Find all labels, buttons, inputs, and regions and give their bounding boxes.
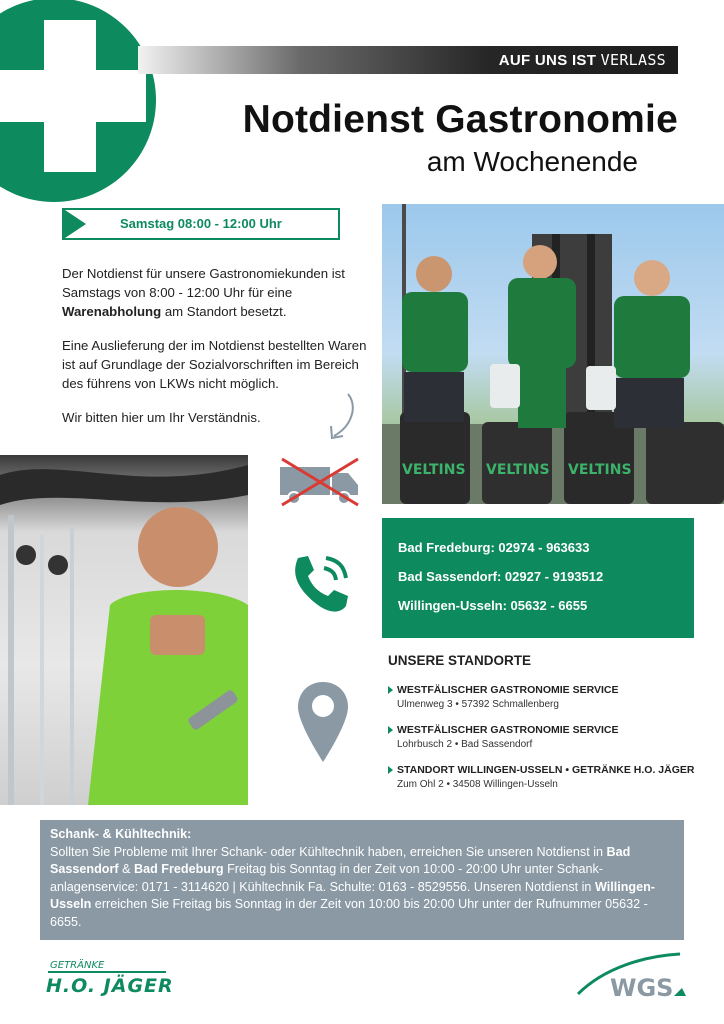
phone-number[interactable]: Willingen-Usseln: 05632 - 6655 — [398, 598, 588, 613]
triangle-bullet-icon — [388, 686, 393, 694]
page-title: Notdienst Gastronomie — [242, 98, 678, 141]
keg-label: VELTINS — [568, 462, 632, 478]
phone-number[interactable]: Bad Fredeburg: 02974 - 963633 — [398, 540, 590, 555]
wgs-logo-text: WGS — [610, 974, 674, 1000]
location-item — [388, 724, 619, 750]
schedule-label: Samstag 08:00 - 12:00 Uhr — [120, 216, 282, 231]
team-photo — [382, 204, 724, 504]
phone-icon — [288, 552, 354, 616]
wgs-logo — [574, 950, 694, 1000]
curved-arrow-icon — [322, 392, 358, 444]
slogan-word: VERLASS — [600, 51, 666, 69]
service-info-box — [40, 820, 684, 940]
slogan — [499, 51, 666, 69]
location-pin-icon — [296, 680, 350, 764]
phone-panel — [382, 518, 694, 638]
keg-label: VELTINS — [486, 462, 550, 478]
cross-horizontal-bar — [0, 70, 146, 122]
technician-photo — [0, 455, 248, 805]
location-name: WESTFÄLISCHER GASTRONOMIE SERVICE — [388, 724, 619, 736]
technician-photo-illustration — [0, 455, 248, 805]
triangle-bullet-icon — [388, 726, 393, 734]
schedule-banner — [62, 208, 340, 240]
location-name: STANDORT WILLINGEN-USSELN • GETRÄNKE H.O. JÄGER — [388, 764, 695, 776]
jaeger-logo-top: GETRÄNKE — [50, 960, 105, 971]
triangle-bullet-icon — [388, 766, 393, 774]
team-photo-illustration — [382, 204, 724, 504]
jaeger-logo — [44, 958, 184, 998]
location-address: Lohrbusch 2 • Bad Sassendorf — [397, 739, 533, 750]
locations-heading: UNSERE STANDORTE — [388, 653, 532, 668]
slogan-bar — [138, 46, 678, 74]
intro-paragraph-3: Wir bitten hier um Ihr Verständnis. — [62, 410, 261, 425]
location-item — [388, 684, 619, 710]
page-subtitle: am Wochenende — [426, 146, 638, 177]
service-heading: Schank- & Kühltechnik: — [50, 827, 192, 841]
phone-number[interactable]: Bad Sassendorf: 02927 - 9193512 — [398, 569, 604, 584]
no-truck-icon — [278, 455, 362, 507]
intro-paragraph-2: Eine Auslieferung der im Notdienst bestellten Waren ist auf Grundlage der Sozialvorschriften im Bereich des führens von LKWs nicht möglich. — [62, 338, 367, 391]
location-item — [388, 764, 695, 790]
service-text: Sollten Sie Probleme mit Ihrer Schank- oder Kühltechnik haben, erreichen Sie unseren Notdienst in Bad Sassendorf & Bad Fredeburg Freitag bis Sonntag in der Zeit von 10:00 - 20:00 Uhr unter Schank-anlagenservice: 0171 - 3114620 | Kühltechnik Fa. Schulte: 0163 - 8529556. Unseren Notdienst in Willingen-Usseln erreichen Sie Freitag bis Sonntag in der Zeit von 10:00 bis 20:00 Uhr unter der Rufnummer 05632 - 6655. — [50, 844, 655, 929]
location-name: WESTFÄLISCHER GASTRONOMIE SERVICE — [388, 684, 619, 696]
location-address: Zum Ohl 2 • 34508 Willingen-Usseln — [397, 779, 558, 790]
jaeger-logo-main: H.O. JÄGER — [46, 975, 174, 997]
play-arrow-icon — [62, 208, 86, 240]
keg-label: VELTINS — [402, 462, 466, 478]
slogan-prefix: AUF UNS IST — [498, 52, 597, 69]
location-address: Ulmenweg 3 • 57392 Schmallenberg — [397, 699, 559, 710]
intro-paragraph-1: Der Notdienst für unsere Gastronomiekunden ist Samstags von 8:00 - 12:00 Uhr für eine Warenabholung am Standort besetzt. — [62, 266, 345, 319]
